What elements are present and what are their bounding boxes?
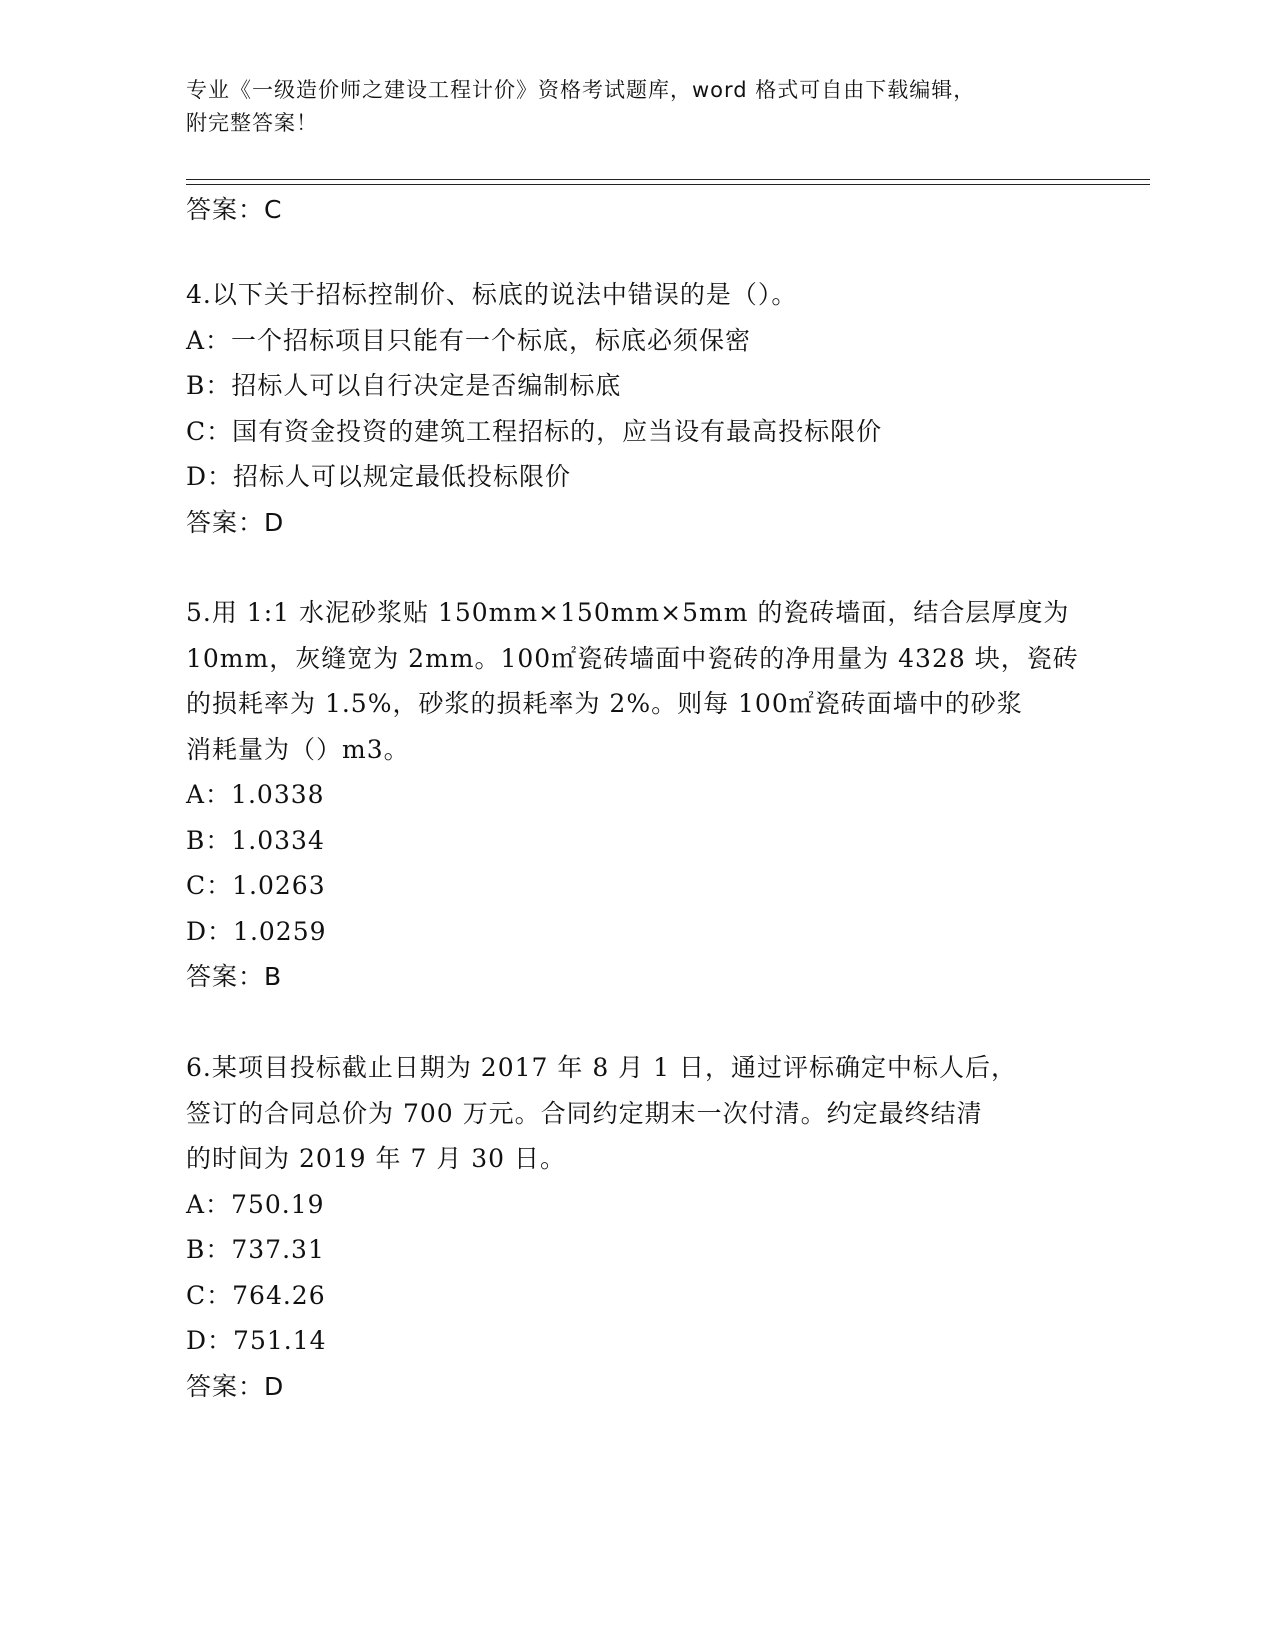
question-6-option-d: D：751.14 [186, 1326, 327, 1355]
question-4 [186, 272, 1086, 545]
question-5-stem-line-1: 5.用 1:1 水泥砂浆贴 150mm×150mm×5mm 的瓷砖墙面，结合层厚度为 [186, 598, 1070, 627]
question-5-option-c: C：1.0263 [186, 871, 326, 900]
previous-answer-block [186, 187, 1086, 233]
question-4-option-b: B：招标人可以自行决定是否编制标底 [186, 371, 622, 400]
previous-answer: 答案：C [186, 195, 283, 224]
question-5-option-b: B：1.0334 [186, 825, 325, 855]
question-6-stem-line-3: 的时间为 2019 年 7 月 30 日。 [186, 1144, 567, 1173]
question-4-stem-line-1: 4.以下关于招标控制价、标底的说法中错误的是（）。 [186, 280, 798, 309]
question-4-answer: 答案：D [186, 507, 285, 537]
question-6-stem-line-2: 签订的合同总价为 700 万元。合同约定期末一次付清。约定最终结清 [186, 1098, 983, 1128]
header-line-2: 附完整答案！ [186, 111, 318, 135]
question-5-stem-line-4: 消耗量为（）m3。 [186, 734, 410, 764]
question-5-option-a: A：1.0338 [186, 780, 325, 809]
header-rule-bottom [186, 184, 1150, 185]
header-rule-top [186, 179, 1150, 180]
question-4-option-d: D：招标人可以规定最低投标限价 [186, 462, 572, 491]
question-6-option-a: A：750.19 [186, 1189, 325, 1219]
question-4-option-a: A：一个招标项目只能有一个标底，标底必须保密 [186, 325, 752, 355]
question-6-answer: 答案：D [186, 1371, 285, 1401]
question-6-stem-line-1: 6.某项目投标截止日期为 2017 年 8 月 1 日，通过评标确定中标人后， [186, 1053, 1017, 1082]
question-5-stem-line-2: 10mm，灰缝宽为 2mm。100㎡瓷砖墙面中瓷砖的净用量为 4328 块，瓷砖 [186, 643, 1079, 673]
question-5 [186, 590, 1086, 1000]
question-6-option-b: B：737.31 [186, 1235, 325, 1264]
document-header [186, 74, 1086, 140]
question-5-option-d: D：1.0259 [186, 916, 327, 946]
question-5-answer: 答案：B [186, 962, 283, 991]
question-6 [186, 1045, 1086, 1409]
question-5-stem-line-3: 的损耗率为 1.5%，砂浆的损耗率为 2%。则每 100㎡瓷砖面墙中的砂浆 [186, 689, 1023, 718]
header-line-1: 专业《一级造价师之建设工程计价》资格考试题库，word 格式可自由下载编辑， [186, 78, 976, 102]
question-4-option-c: C：国有资金投资的建筑工程招标的，应当设有最高投标限价 [186, 416, 883, 446]
question-6-option-c: C：764.26 [186, 1280, 326, 1310]
